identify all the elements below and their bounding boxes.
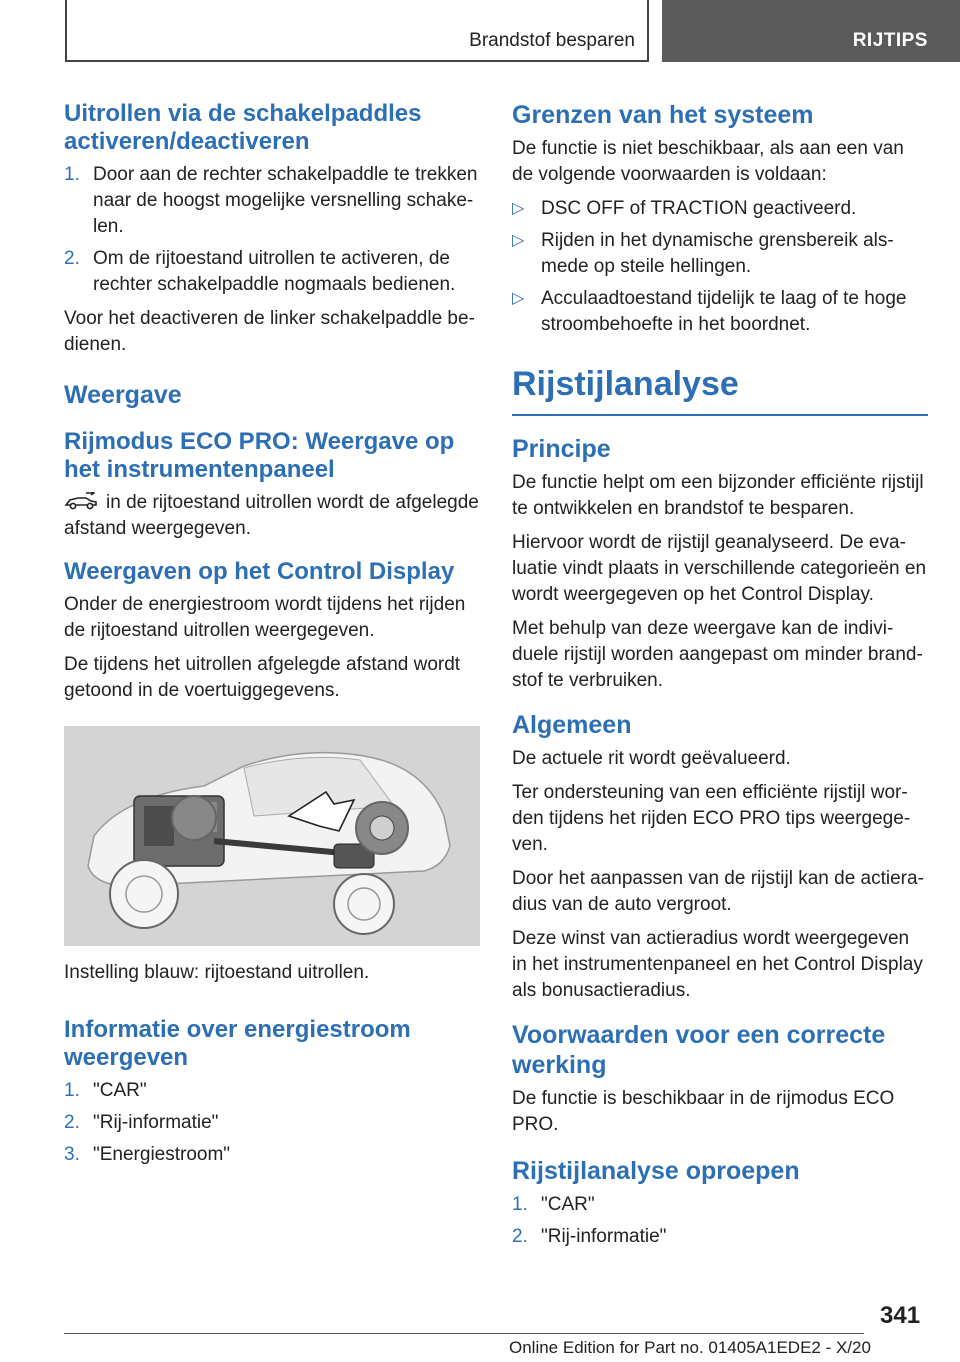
list-item <box>64 162 480 240</box>
step-number: 1. <box>64 1080 80 1101</box>
paragraph-control-2: De tijdens het uitrollen afgelegde afstand wordt getoond in de voertuiggegevens. <box>64 654 461 701</box>
coasting-car-icon <box>64 492 98 510</box>
list-item <box>64 246 480 298</box>
paragraph-algemeen-2: Ter ondersteuning van een efficiënte rijstijl worden tijdens het rijden ECO PRO tips weergegeven. <box>512 782 911 855</box>
list-item-text: DSC OFF of TRACTION geactiveerd. <box>541 198 857 219</box>
heading-voorwaarden: Voorwaarden voor een correcte werking <box>512 1021 886 1079</box>
list-item-text: Acculaadtoestand tijdelijk te laag of te hoge stroombehoefte in het boordnet. <box>541 288 907 335</box>
list-item <box>512 286 928 338</box>
step-text: "Energiestroom" <box>93 1144 231 1165</box>
car-illustration-svg <box>64 726 480 946</box>
list-item <box>64 1078 480 1104</box>
heading-principe: Principe <box>512 435 611 463</box>
list-item <box>512 1192 928 1218</box>
list-item <box>512 1224 928 1250</box>
heading-grenzen: Grenzen van het systeem <box>512 101 814 129</box>
heading-uitrollen: Uitrollen via de schakelpaddles activeren/deactiveren <box>64 100 422 155</box>
car-drivetrain-illustration <box>64 726 480 946</box>
heading-control-display: Weergaven op het Control Display <box>64 558 455 585</box>
step-text: "CAR" <box>541 1194 595 1215</box>
list-item <box>512 196 928 222</box>
chapter-tab <box>662 0 960 62</box>
section-title: Brandstof besparen <box>469 30 635 51</box>
left-column <box>64 100 480 1176</box>
triangle-bullet-icon: ▷ <box>512 290 525 307</box>
paragraph-principe-1: De functie helpt om een bijzonder efficiënte rijstijl te ontwikkelen en brandstof te besparen. <box>512 472 924 519</box>
step-number: 3. <box>64 1144 80 1165</box>
step-number: 2. <box>512 1226 528 1247</box>
list-item-text: Rijden in het dynamische grensbereik alsmede op steile hellingen. <box>541 230 894 277</box>
heading-oproepen: Rijstijlanalyse oproepen <box>512 1157 800 1185</box>
heading-energiestroom: Informatie over energiestroom weergeven <box>64 1016 411 1071</box>
step-number: 2. <box>64 1112 80 1133</box>
step-number: 1. <box>64 164 80 185</box>
paragraph-algemeen-1: De actuele rit wordt geëvalueerd. <box>512 748 791 769</box>
list-item <box>64 1142 480 1168</box>
heading-rijmodus: Rijmodus ECO PRO: Weergave op het instrumentenpaneel <box>64 428 455 483</box>
footer-divider <box>64 1333 864 1334</box>
paragraph-algemeen-3: Door het aanpassen van de rijstijl kan de actieradius van de auto vergroot. <box>512 868 924 915</box>
paragraph-rijmodus <box>64 490 480 542</box>
step-number: 1. <box>512 1194 528 1215</box>
step-number: 2. <box>64 248 80 269</box>
paragraph-principe-3: Met behulp van deze weergave kan de individuele rijstijl worden aangepast om minder brandstof te verbruiken. <box>512 618 923 691</box>
chapter-heading: Rijstijlanalyse <box>512 364 928 416</box>
grenzen-list <box>512 196 928 338</box>
oproepen-steps <box>512 1192 928 1250</box>
page-number: 341 <box>880 1302 921 1329</box>
rijmodus-text: in de rijtoestand uitrollen wordt de afgelegde afstand weergegeven. <box>64 492 479 539</box>
list-item <box>512 228 928 280</box>
uitrollen-steps <box>64 162 480 298</box>
heading-algemeen: Algemeen <box>512 711 632 739</box>
paragraph-control-1: Onder de energiestroom wordt tijdens het rijden de rijtoestand uitrollen weergegeven. <box>64 594 466 641</box>
step-text: "CAR" <box>93 1080 147 1101</box>
paragraph-grenzen: De functie is niet beschikbaar, als aan een van de volgende voorwaarden is voldaan: <box>512 138 904 185</box>
step-text: Door aan de rechter schakelpaddle te trekken naar de hoogst mogelijke versnelling schakelen. <box>93 164 478 237</box>
energie-steps <box>64 1078 480 1168</box>
triangle-bullet-icon: ▷ <box>512 232 525 249</box>
step-text: "Rij-informatie" <box>93 1112 219 1133</box>
right-column <box>512 100 928 1258</box>
step-text: "Rij-informatie" <box>541 1226 667 1247</box>
paragraph-algemeen-4: Deze winst van actieradius wordt weergegeven in het instrumentenpaneel en het Control Display als bonusactieradius. <box>512 928 923 1001</box>
paragraph-principe-2: Hiervoor wordt de rijstijl geanalyseerd. De evaluatie vindt plaats in verschillende categorieën en wordt weergegeven op het Control Display. <box>512 532 927 605</box>
list-item <box>64 1110 480 1136</box>
figure-caption: Instelling blauw: rijtoestand uitrollen. <box>64 962 370 983</box>
paragraph-deactiveren: Voor het deactiveren de linker schakelpaddle bedienen. <box>64 308 475 355</box>
paragraph-voorwaarden: De functie is beschikbaar in de rijmodus ECO PRO. <box>512 1088 895 1135</box>
running-header <box>65 0 649 62</box>
chapter-title: RIJTIPS <box>852 30 928 51</box>
footer-edition: Online Edition for Part no. 01405A1EDE2 - X/20 <box>509 1338 871 1357</box>
triangle-bullet-icon: ▷ <box>512 200 525 217</box>
heading-weergave: Weergave <box>64 381 182 409</box>
step-text: Om de rijtoestand uitrollen te activeren, de rechter schakelpaddle nogmaals bedienen. <box>93 248 456 295</box>
